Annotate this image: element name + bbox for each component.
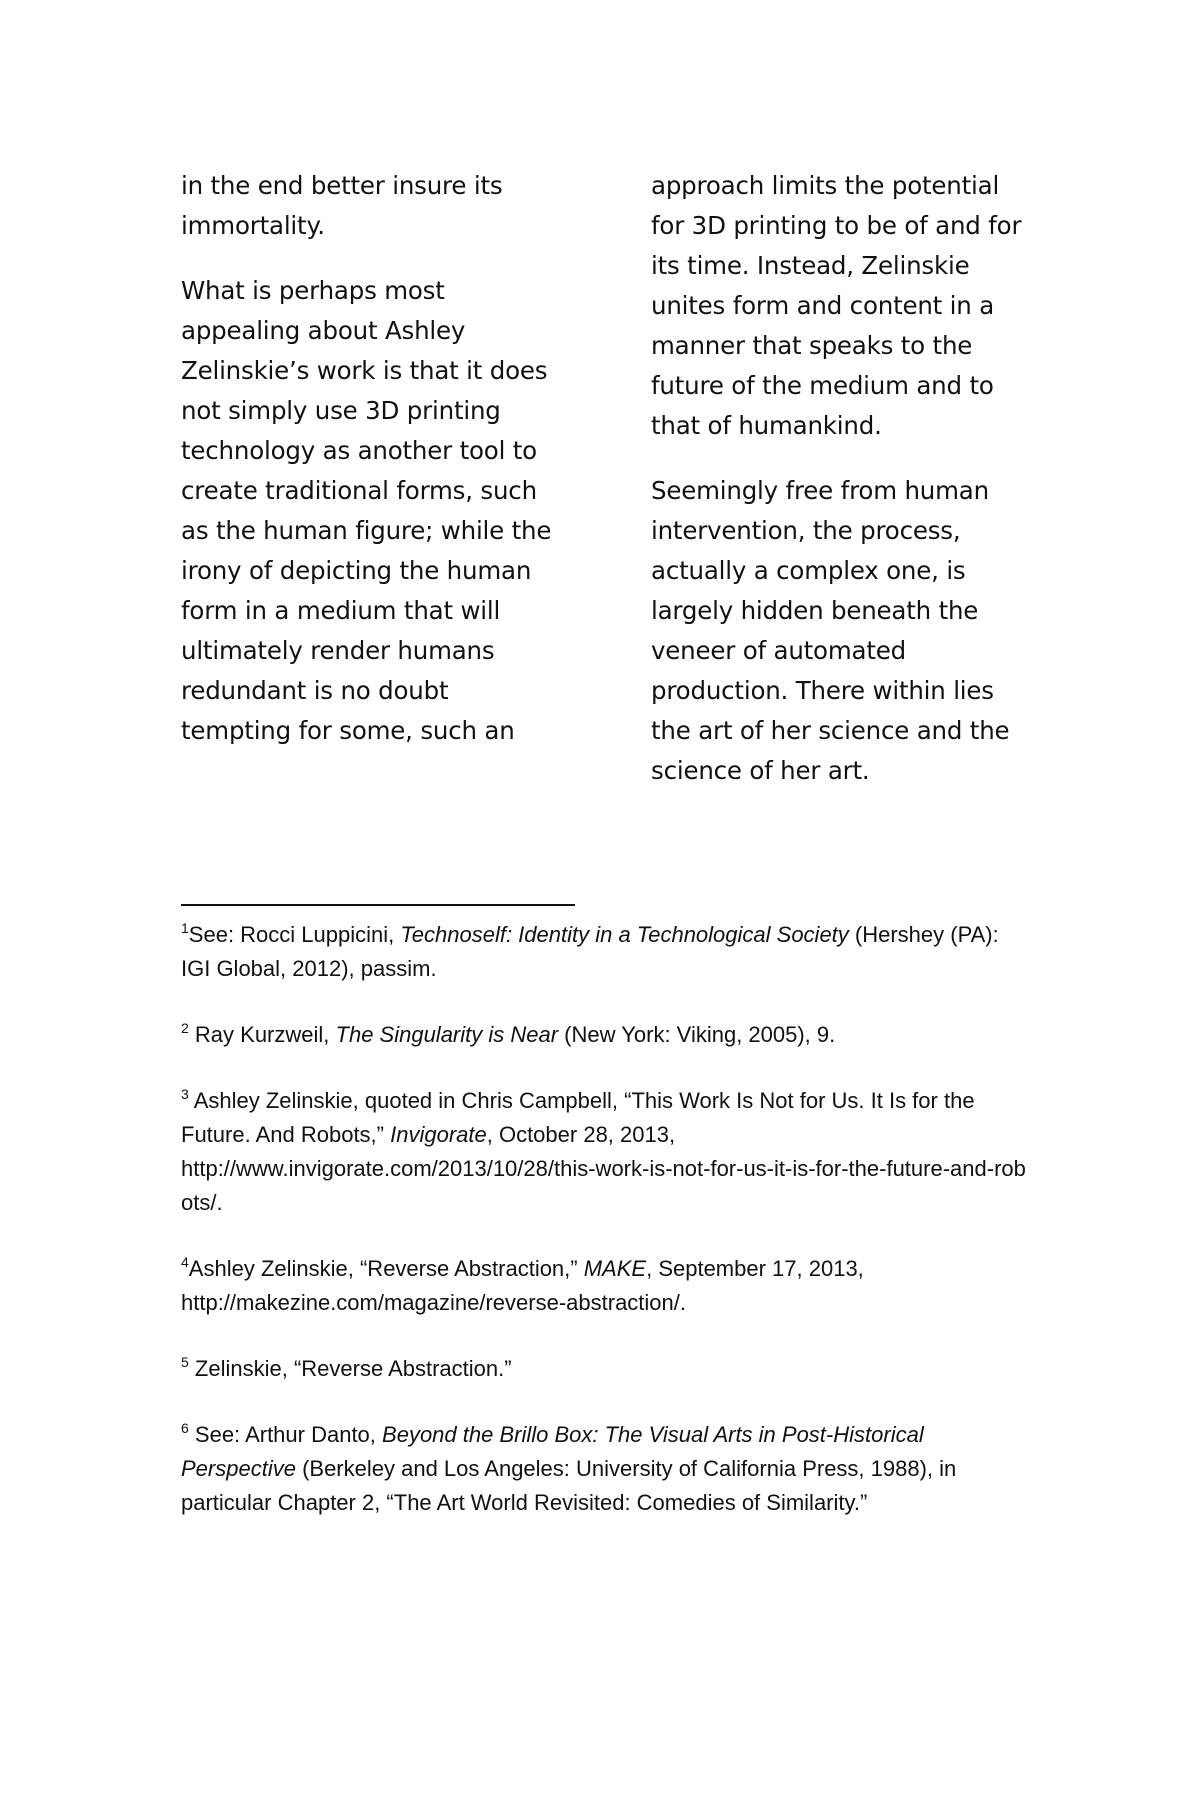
footnote-url: http://www.invigorate.com/2013/10/28/this-work-is-not-for-us-it-is-for-the-future-and-robots/. xyxy=(181,1156,1026,1215)
footnote-number: 4 xyxy=(181,1253,189,1270)
footnote-number: 6 xyxy=(181,1419,189,1436)
footnote-3 xyxy=(181,1084,1031,1220)
footnote-title: Invigorate xyxy=(390,1122,487,1147)
footnote-title: The Singularity is Near xyxy=(335,1022,559,1047)
footnote-text: Ashley Zelinskie, “Reverse Abstraction,” xyxy=(188,1256,584,1281)
footnote-2 xyxy=(181,1018,1031,1052)
footnote-text: , September 17, 2013, xyxy=(646,1256,864,1281)
left-column xyxy=(181,166,553,816)
footnote-1 xyxy=(181,918,1031,986)
footnote-title: Beyond the Brillo Box: The Visual Arts in Post-Historical Perspective xyxy=(181,1422,924,1481)
footnote-text: (New York: Viking, 2005), 9. xyxy=(558,1022,836,1047)
footnote-number: 1 xyxy=(181,919,189,936)
footnote-title: MAKE xyxy=(583,1256,647,1281)
footnote-text: , October 28, 2013, xyxy=(486,1122,676,1147)
body-paragraph: in the end better insure its immortality. xyxy=(181,171,503,240)
footnote-text: (Hershey (PA): IGI Global, 2012), passim. xyxy=(181,922,999,981)
footnote-number: 3 xyxy=(181,1085,189,1102)
footnote-text: See: Arthur Danto, xyxy=(188,1422,383,1447)
body-paragraph: Seemingly free from human intervention, the process, actually a complex one, is largely hidden beneath the veneer of automated production. There within lies the art of her science and the science of her art. xyxy=(651,476,1010,785)
footnote-text: Zelinskie, “Reverse Abstraction.” xyxy=(188,1356,512,1381)
body-paragraph: approach limits the potential for 3D printing to be of and for its time. Instead, Zelinskie unites form and content in a manner that speaks to the future of the medium and to that of humankind. xyxy=(651,171,1022,440)
footnote-text: Ray Kurzweil, xyxy=(188,1022,336,1047)
footnote-text: See: Rocci Luppicini, xyxy=(188,922,401,947)
footnotes xyxy=(181,918,1031,1552)
right-column xyxy=(651,166,1031,816)
footnote-title: Technoself: Identity in a Technological Society xyxy=(400,922,849,947)
footnote-number: 2 xyxy=(181,1019,189,1036)
footnote-number: 5 xyxy=(181,1353,189,1370)
body-columns xyxy=(181,166,1031,816)
body-paragraph: What is perhaps most appealing about Ashley Zelinskie’s work is that it does not simply use 3D printing technology as another tool to create traditional forms, such as the human figure; while the irony of depicting the human form in a medium that will ultimately render humans redundant is no doubt tempting for some, such an xyxy=(181,276,552,745)
footnote-separator xyxy=(181,904,575,906)
footnote-text: (Berkeley and Los Angeles: University of California Press, 1988), in particular Chapter 2, “The Art World Revisited: Comedies of Similarity.” xyxy=(181,1456,957,1515)
footnote-4 xyxy=(181,1252,1031,1320)
footnote-text: Ashley Zelinskie, quoted in Chris Campbell, “This Work Is Not for Us. It Is for the Future. And Robots,” xyxy=(181,1088,975,1147)
footnote-6 xyxy=(181,1418,1031,1520)
footnote-url: http://makezine.com/magazine/reverse-abstraction/. xyxy=(181,1290,687,1315)
footnote-5 xyxy=(181,1352,1031,1386)
